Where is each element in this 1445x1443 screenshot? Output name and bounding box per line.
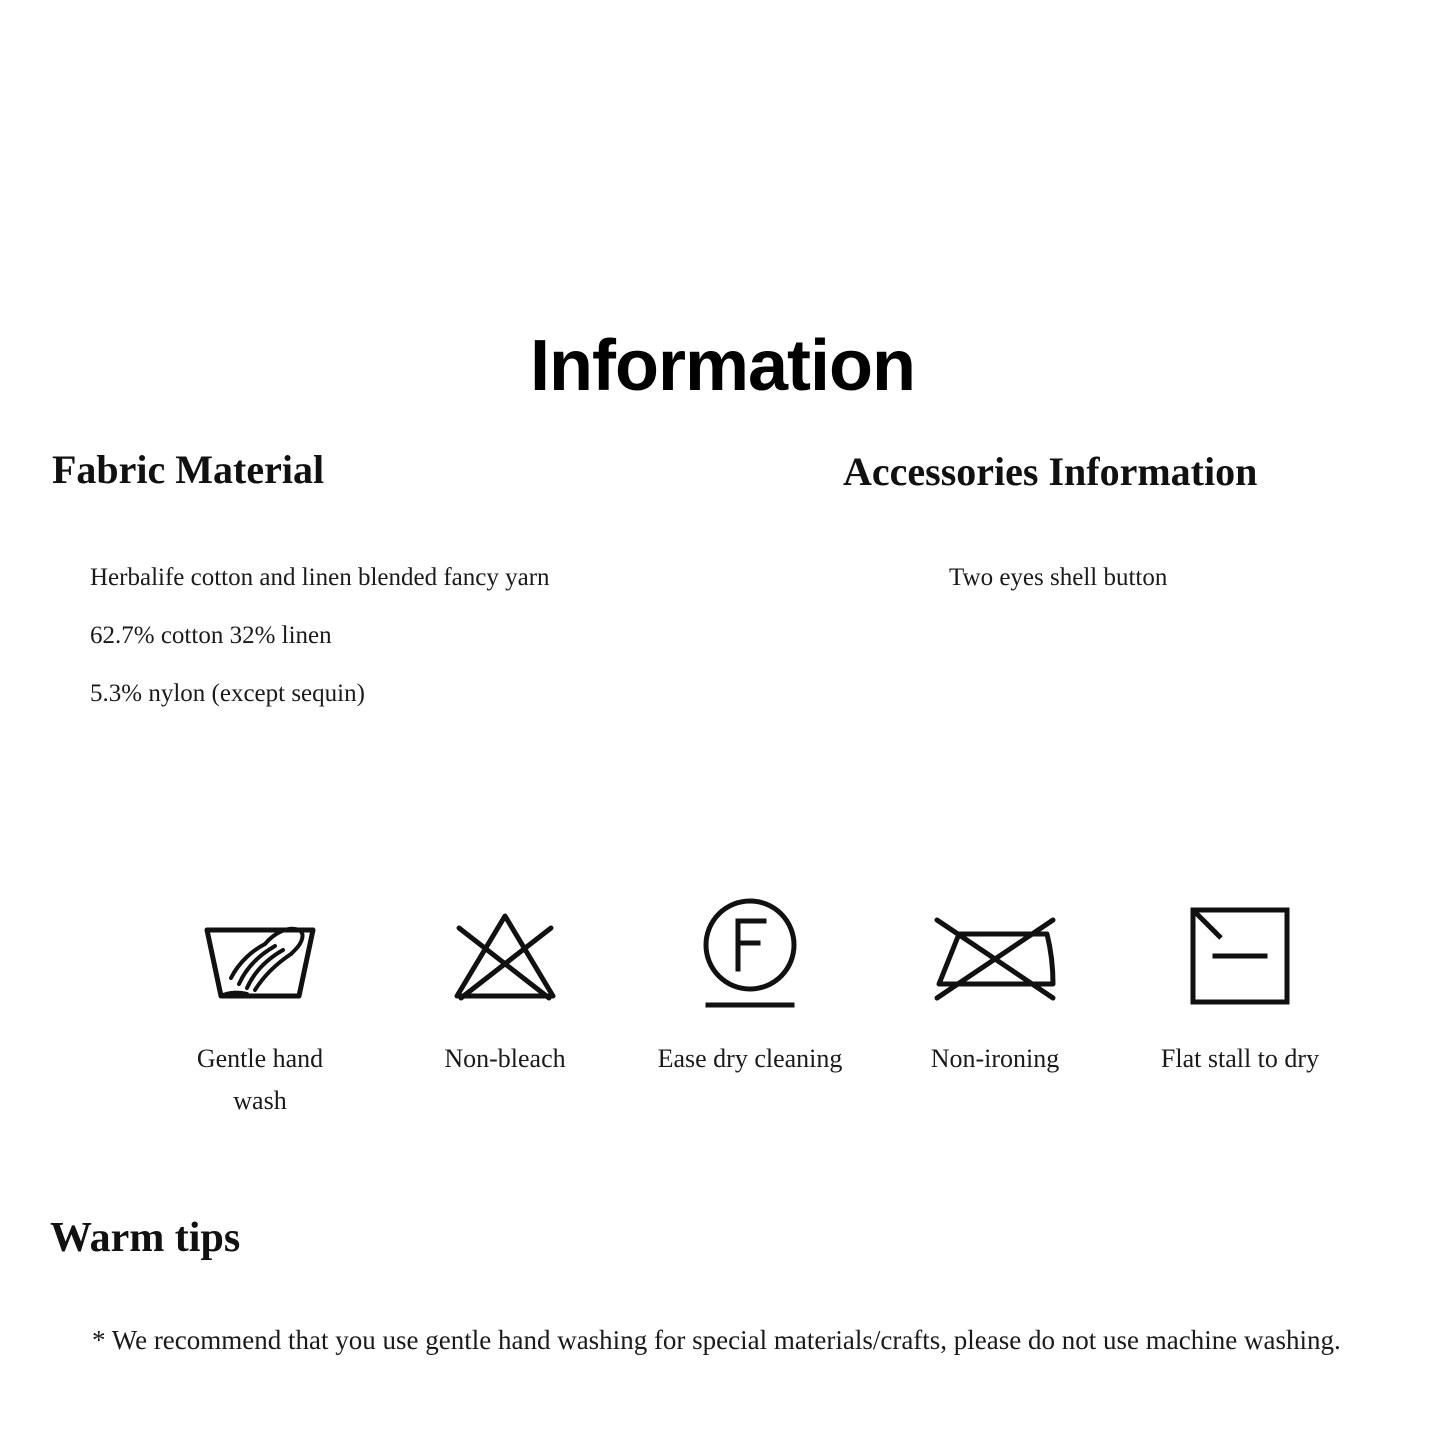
page-title: Information [530, 326, 915, 406]
accessories-line: Two eyes shell button [949, 564, 1168, 591]
care-symbol-no-bleach [405, 890, 605, 1080]
dry-clean-f-icon [690, 890, 810, 1020]
care-symbol-label: Non-ironing [930, 1044, 1060, 1073]
fabric-line: Herbalife cotton and linen blended fancy yarn [90, 564, 550, 591]
care-symbol-hand-wash [160, 890, 360, 1121]
care-symbol-dry-clean [650, 890, 850, 1080]
warm-tips-text: * We recommend that you use gentle hand washing for special materials/crafts, please do not use machine washing. [92, 1325, 1341, 1355]
no-bleach-icon [445, 890, 565, 1020]
accessories-information-heading: Accessories Information [843, 449, 1258, 494]
care-symbol-no-iron [895, 890, 1095, 1080]
fabric-line: 62.7% cotton 32% linen [90, 622, 332, 649]
fabric-material-body [90, 565, 550, 739]
care-symbol-label: Flat stall to dry [1160, 1044, 1320, 1073]
fabric-line: 5.3% nylon (except sequin) [90, 680, 365, 707]
fabric-material-heading: Fabric Material [52, 447, 325, 492]
hand-wash-icon [195, 890, 325, 1020]
accessories-information-body [949, 565, 1167, 623]
warm-tips-heading: Warm tips [50, 1215, 241, 1261]
flat-dry-icon [1185, 890, 1295, 1020]
care-symbol-label: Ease dry cleaning [657, 1044, 843, 1073]
no-iron-icon [925, 890, 1065, 1020]
care-symbols-row [160, 890, 1340, 1121]
care-symbol-label: Gentle hand wash [196, 1044, 324, 1115]
care-symbol-label: Non-bleach [444, 1044, 566, 1073]
care-symbol-flat-dry [1140, 890, 1340, 1080]
